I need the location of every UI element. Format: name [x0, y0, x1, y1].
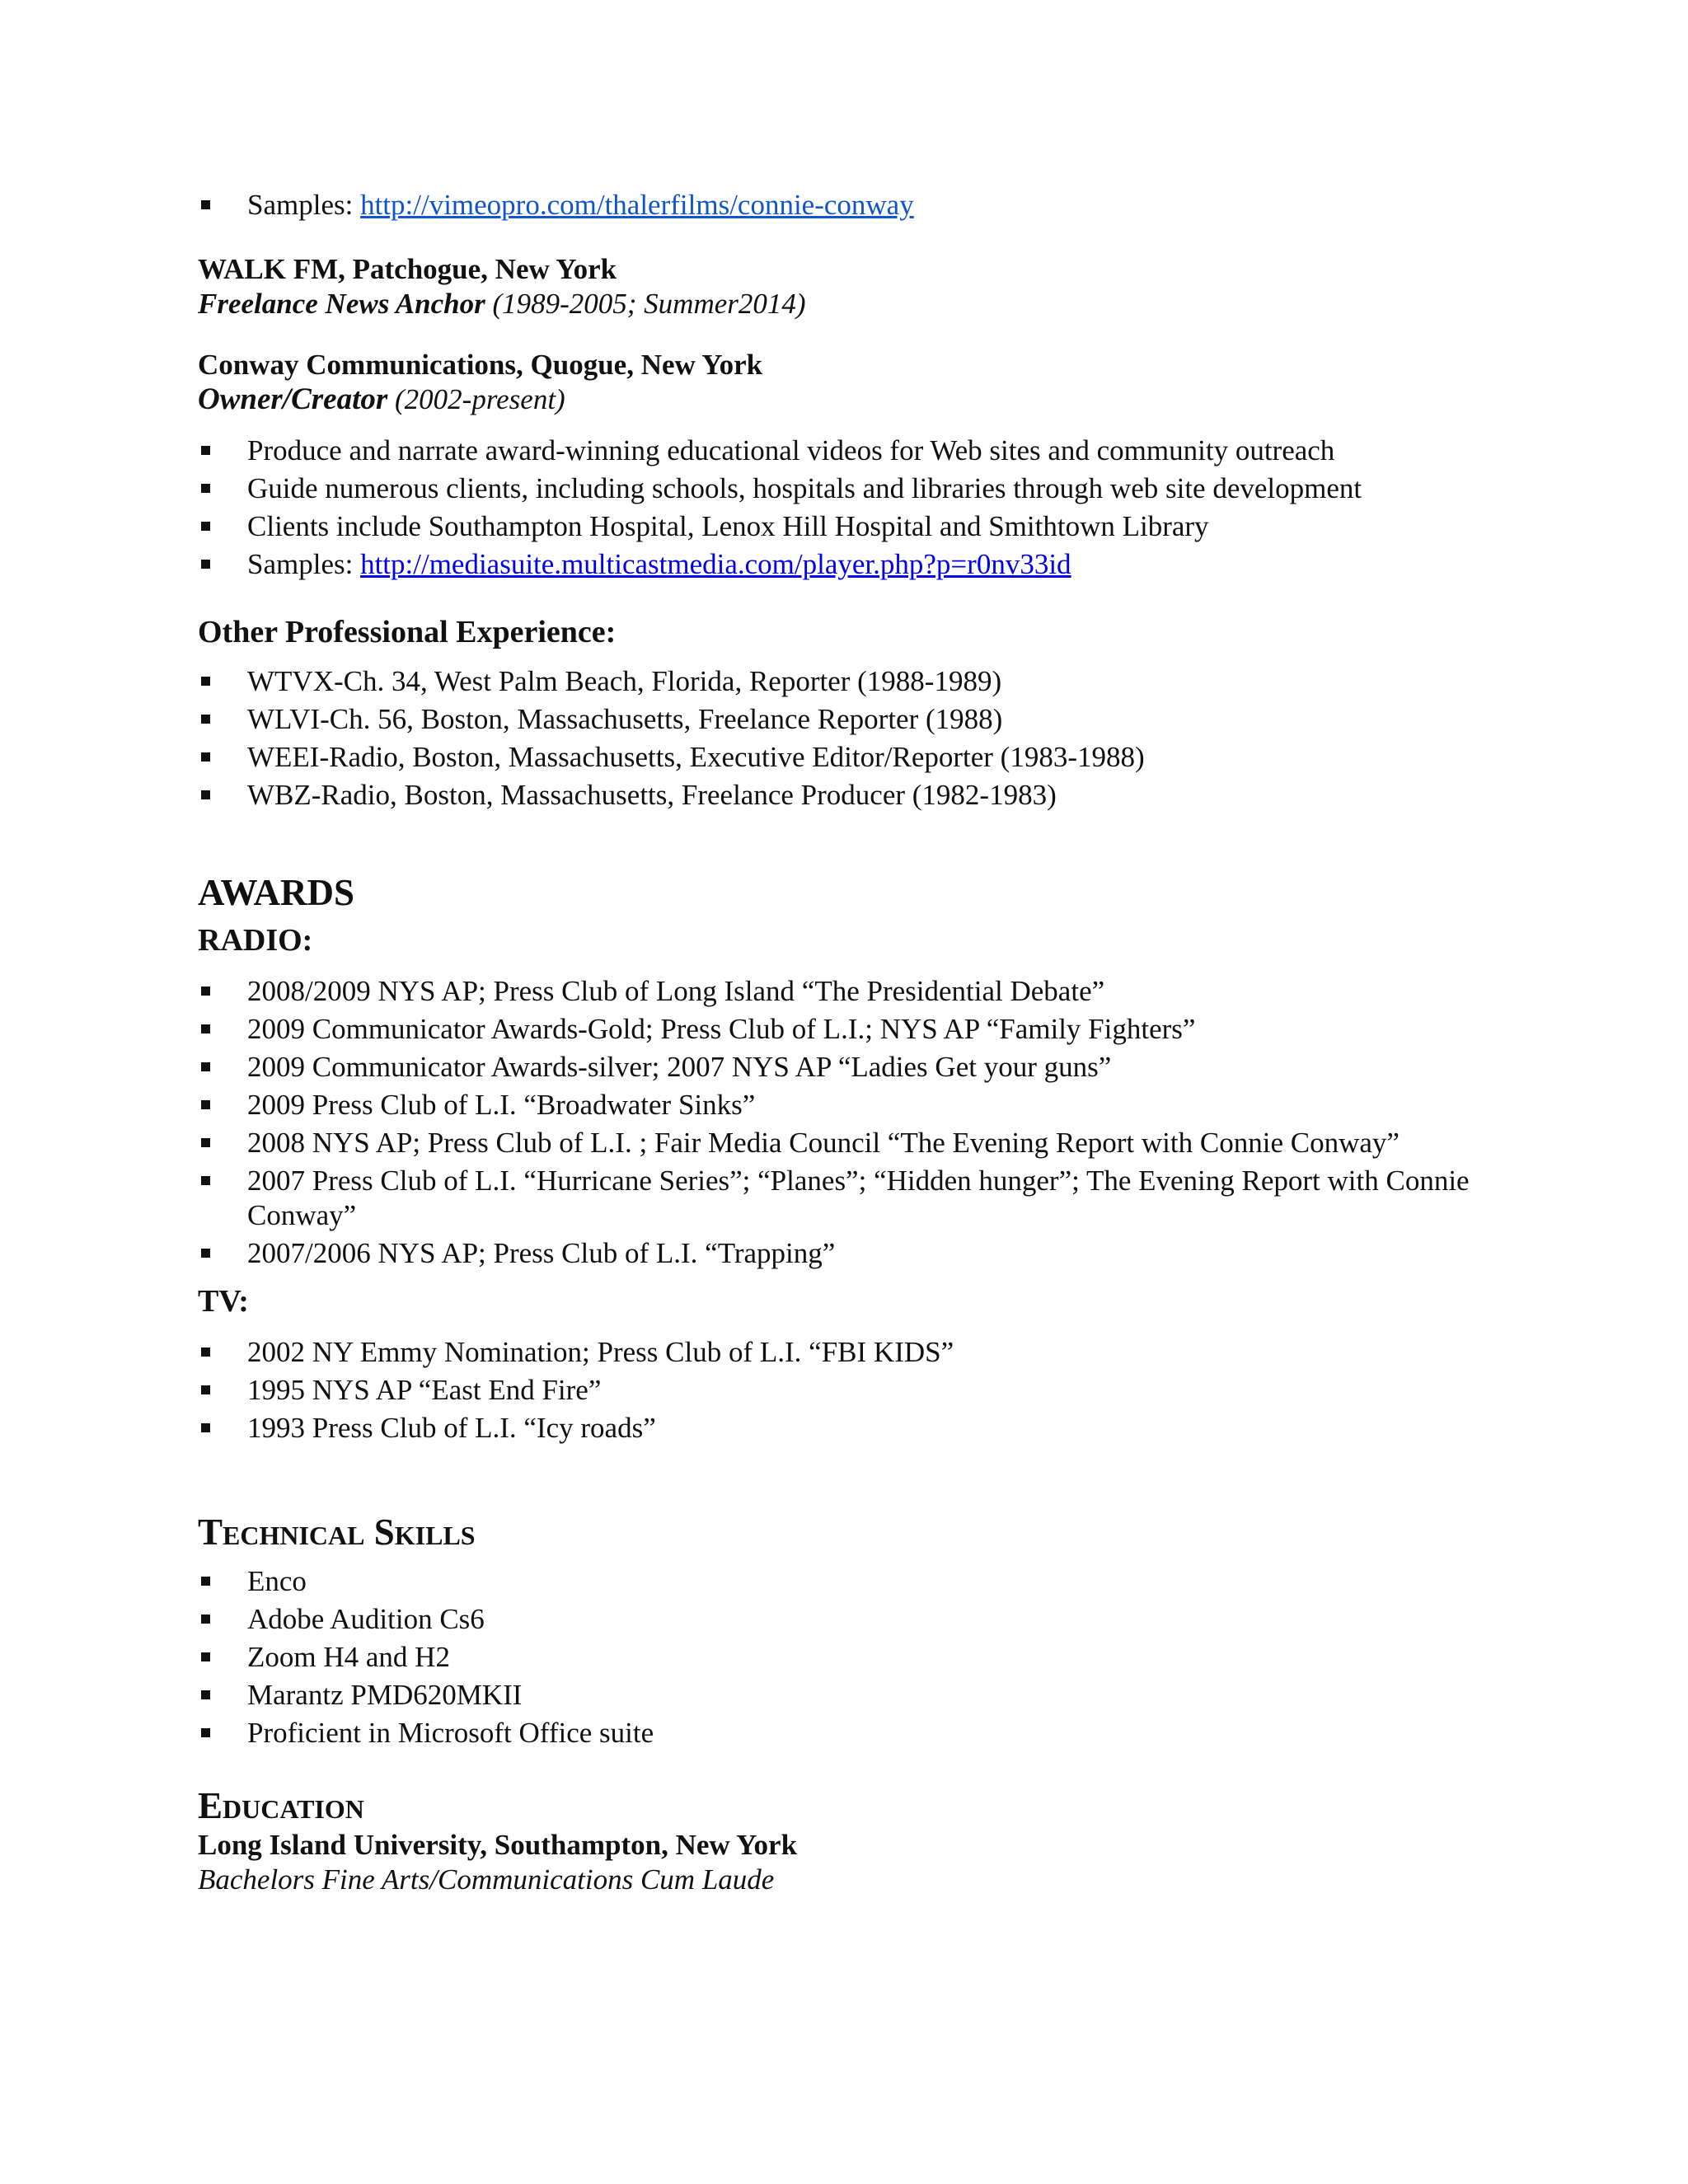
- education-school: Long Island University, Southampton, New York: [198, 1829, 798, 1861]
- walk-fm-dates: (1989-2005; Summer2014): [485, 288, 806, 320]
- bullet-square-icon: [201, 1423, 210, 1432]
- list-item: 2008 NYS AP; Press Club of L.I. ; Fair Media Council “The Evening Report with Connie Conway”: [198, 1126, 1500, 1160]
- conway-title: [198, 382, 1500, 417]
- bullet-square-icon: [201, 446, 210, 455]
- tv-awards-list: [198, 1335, 1500, 1446]
- walk-fm-role: Freelance News Anchor: [198, 288, 485, 320]
- other-experience-list: [198, 664, 1500, 813]
- list-item: Adobe Audition Cs6: [198, 1602, 1500, 1637]
- other-experience-section: [198, 613, 1500, 813]
- list-item: 2007/2006 NYS AP; Press Club of L.I. “Trapping”: [198, 1236, 1500, 1271]
- tv-heading: TV:: [198, 1284, 249, 1319]
- bullet-square-icon: [201, 200, 210, 209]
- resume-page: [198, 188, 1500, 1897]
- technical-skills-section: [198, 1510, 1500, 1750]
- list-item: 2007 Press Club of L.I. “Hurricane Series”; “Planes”; “Hidden hunger”; The Evening Report with Connie Conway”: [198, 1164, 1500, 1233]
- bullet-square-icon: [201, 1690, 210, 1699]
- list-item: 1995 NYS AP “East End Fire”: [198, 1373, 1500, 1408]
- bullet-square-icon: [201, 484, 210, 493]
- bullet-square-icon: [201, 1652, 210, 1661]
- awards-heading: AWARDS: [198, 872, 355, 913]
- top-bullet-list: [198, 188, 1500, 223]
- bullet-square-icon: [201, 1385, 210, 1394]
- technical-skills-list: [198, 1564, 1500, 1750]
- bullet-square-icon: [201, 1615, 210, 1624]
- technical-skills-heading: Technical Skills: [198, 1511, 476, 1553]
- list-item: Proficient in Microsoft Office suite: [198, 1716, 1500, 1750]
- bullet-square-icon: [201, 1176, 210, 1185]
- bullet-square-icon: [201, 1062, 210, 1071]
- bullet-square-icon: [201, 752, 210, 762]
- list-item: [198, 547, 1500, 582]
- radio-awards-list: [198, 974, 1500, 1271]
- samples-label: Samples:: [247, 548, 361, 580]
- bullet-square-icon: [201, 1100, 210, 1109]
- bullet-square-icon: [201, 1347, 210, 1357]
- bullet-square-icon: [201, 677, 210, 686]
- samples-label: Samples:: [247, 189, 361, 221]
- list-item: 2002 NY Emmy Nomination; Press Club of L.I. “FBI KIDS”: [198, 1335, 1500, 1370]
- other-experience-heading: Other Professional Experience:: [198, 615, 617, 649]
- list-item: 2009 Communicator Awards-Gold; Press Club of L.I.; NYS AP “Family Fighters”: [198, 1012, 1500, 1047]
- conway-entry: [198, 348, 1500, 582]
- vimeo-samples-link[interactable]: http://vimeopro.com/thalerfilms/connie-conway: [360, 189, 914, 221]
- list-item: WBZ-Radio, Boston, Massachusetts, Freelance Producer (1982-1983): [198, 778, 1500, 813]
- list-item: 2009 Press Club of L.I. “Broadwater Sinks”: [198, 1088, 1500, 1122]
- mediasuite-samples-link[interactable]: http://mediasuite.multicastmedia.com/player.php?p=r0nv33id: [360, 548, 1071, 580]
- list-item: [198, 188, 1500, 223]
- list-item: Clients include Southampton Hospital, Lenox Hill Hospital and Smithtown Library: [198, 509, 1500, 544]
- walk-fm-org: WALK FM, Patchogue, New York: [198, 253, 617, 285]
- bullet-square-icon: [201, 560, 210, 569]
- bullet-square-icon: [201, 1577, 210, 1586]
- list-item: WEEI-Radio, Boston, Massachusetts, Executive Editor/Reporter (1983-1988): [198, 740, 1500, 775]
- list-item: Zoom H4 and H2: [198, 1640, 1500, 1675]
- list-item: Produce and narrate award-winning educational videos for Web sites and community outreach: [198, 434, 1500, 468]
- bullet-square-icon: [201, 1024, 210, 1033]
- bullet-square-icon: [201, 790, 210, 799]
- list-item: 2008/2009 NYS AP; Press Club of Long Island “The Presidential Debate”: [198, 974, 1500, 1009]
- bullet-square-icon: [201, 987, 210, 996]
- list-item: Enco: [198, 1564, 1500, 1599]
- list-item: WTVX-Ch. 34, West Palm Beach, Florida, Reporter (1988-1989): [198, 664, 1500, 699]
- list-item: WLVI-Ch. 56, Boston, Massachusetts, Freelance Reporter (1988): [198, 702, 1500, 737]
- conway-org: Conway Communications, Quogue, New York: [198, 349, 763, 381]
- awards-section: [198, 870, 1500, 1446]
- bullet-square-icon: [201, 522, 210, 531]
- list-item: Guide numerous clients, including schools, hospitals and libraries through web site development: [198, 471, 1500, 506]
- education-degree: Bachelors Fine Arts/Communications Cum Laude: [198, 1863, 775, 1896]
- conway-bullet-list: [198, 434, 1500, 582]
- education-section: [198, 1783, 1500, 1897]
- conway-role: Owner/Creator: [198, 382, 388, 416]
- bullet-square-icon: [201, 715, 210, 724]
- bullet-square-icon: [201, 1728, 210, 1737]
- conway-dates: (2002-present): [387, 383, 565, 415]
- radio-heading: RADIO:: [198, 923, 313, 958]
- list-item: 1993 Press Club of L.I. “Icy roads”: [198, 1411, 1500, 1446]
- bullet-square-icon: [201, 1249, 210, 1258]
- education-heading: Education: [198, 1785, 364, 1826]
- bullet-square-icon: [201, 1138, 210, 1147]
- walk-fm-title: [198, 287, 1500, 321]
- walk-fm-entry: [198, 252, 1500, 321]
- list-item: Marantz PMD620MKII: [198, 1678, 1500, 1713]
- list-item: 2009 Communicator Awards-silver; 2007 NYS AP “Ladies Get your guns”: [198, 1050, 1500, 1085]
